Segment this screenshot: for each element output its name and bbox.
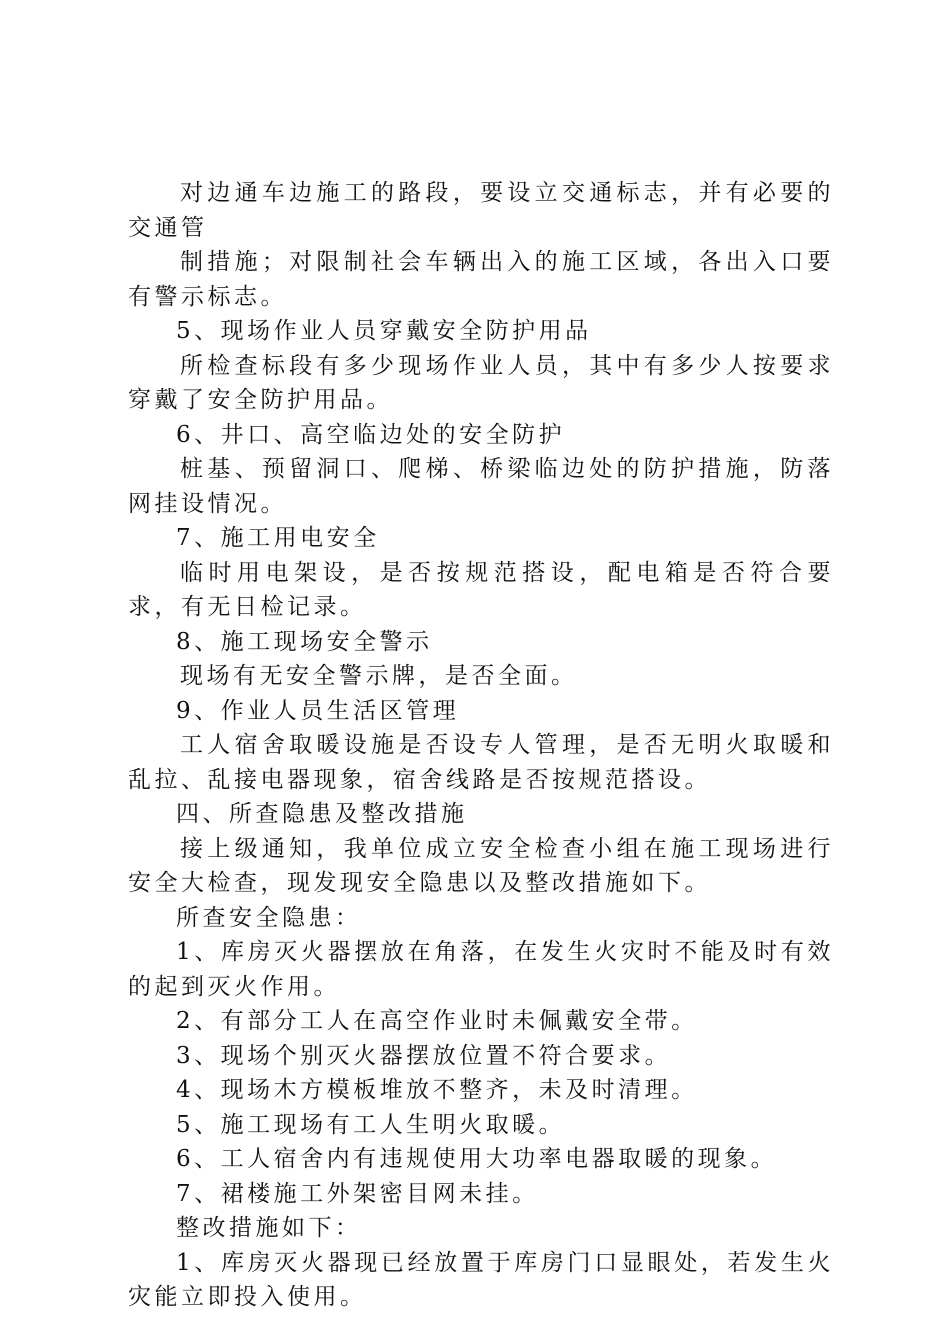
paragraph-traffic-signs: 对边通车边施工的路段，要设立交通标志，并有必要的交通管 [128, 180, 834, 241]
heading-living-area: 9、作业人员生活区管理 [176, 697, 460, 724]
heading-corrective-measures: 整改措施如下： [176, 1215, 362, 1241]
list-item-measure: 1、库房灭火器现已经放置于库房门口显眼处，若发生火灾能立即投入使用。 [128, 1249, 834, 1310]
heading-found-hazards: 所查安全隐患： [176, 904, 362, 931]
paragraph-safety-warnings: 现场有无安全警示牌，是否全面。 [180, 663, 578, 689]
list-item-hazard: 1、库房灭火器摆放在角落，在发生火灾时不能及时有效的起到灭火作用。 [128, 939, 834, 1000]
paragraph-edge-protection: 桩基、预留洞口、爬梯、桥梁临边处的防护措施，防落网挂设情况。 [128, 456, 834, 517]
list-item-hazard: 6、工人宿舍内有违规使用大功率电器取暖的现象。 [176, 1146, 778, 1172]
heading-hazards-measures: 四、所查隐患及整改措施 [176, 801, 468, 827]
list-item-hazard: 4、现场木方模板堆放不整齐，未及时清理。 [176, 1077, 698, 1103]
paragraph-protective-equipment: 所检查标段有多少现场作业人员，其中有多少人按要求穿戴了安全防护用品。 [128, 352, 834, 413]
paragraph-electrical-safety: 临时用电架设，是否按规范搭设，配电箱是否符合要求，有无日检记录。 [128, 559, 834, 620]
paragraph-living-area: 工人宿舍取暖设施是否设专人管理，是否无明火取暖和乱拉、乱接电器现象，宿舍线路是否按规范搭设。 [128, 732, 834, 793]
heading-protective-equipment: 5、现场作业人员穿戴安全防护用品 [176, 318, 592, 344]
heading-edge-protection: 6、井口、高空临边处的安全防护 [176, 421, 566, 448]
list-item-hazard: 7、裙楼施工外架密目网未挂。 [176, 1180, 539, 1207]
document-body [128, 176, 834, 1315]
paragraph-traffic-control: 制措施；对限制社会车辆出入的施工区域，各出入口要有警示标志。 [128, 249, 834, 310]
list-item-hazard: 3、现场个别灭火器摆放位置不符合要求。 [176, 1042, 672, 1069]
heading-safety-warnings: 8、施工现场安全警示 [176, 628, 433, 655]
list-item-hazard: 5、施工现场有工人生明火取暖。 [176, 1111, 566, 1138]
paragraph-inspection-notice: 接上级通知，我单位成立安全检查小组在施工现场进行安全大检查，现发现安全隐患以及整改措施如下。 [128, 835, 834, 896]
list-item-hazard: 2、有部分工人在高空作业时未佩戴安全带。 [176, 1008, 698, 1034]
heading-electrical-safety: 7、施工用电安全 [176, 525, 380, 551]
